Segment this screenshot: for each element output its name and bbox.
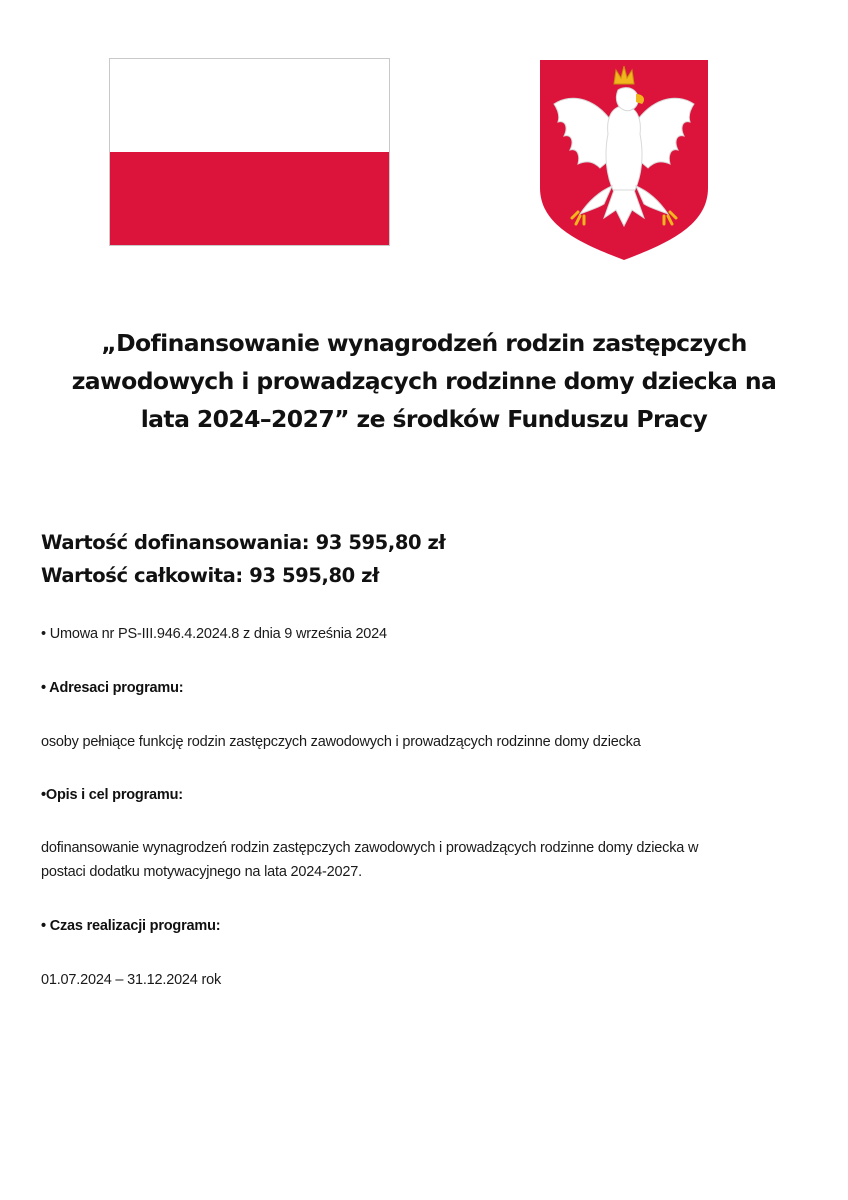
white-eagle-coat-of-arms-icon [538,58,710,262]
funding-value: Wartość dofinansowania: 93 595,80 zł [41,531,446,554]
title-line-2: zawodowych i prowadzących rodzinne domy dziecka na [71,367,777,395]
title-line-3: lata 2024–2027” ze środków Funduszu Pracy [140,405,708,433]
description-text-line-1: dofinansowanie wynagrodzeń rodzin zastępczych zawodowych i prowadzących rodzinne domy dziecka w [41,840,699,856]
flag-white-stripe [110,59,389,152]
duration-text: 01.07.2024 – 31.12.2024 rok [41,972,222,988]
recipients-heading: • Adresaci programu: [41,680,184,696]
polish-flag [109,58,390,246]
description-text-line-2: postaci dodatku motywacyjnego na lata 2024-2027. [41,864,362,880]
flag-red-stripe [110,152,389,245]
recipients-text: osoby pełniące funkcję rodzin zastępczych zawodowych i prowadzących rodzinne domy dziecka [41,734,641,750]
agreement-line: • Umowa nr PS-III.946.4.2024.8 z dnia 9 września 2024 [41,626,387,642]
total-value: Wartość całkowita: 93 595,80 zł [41,564,379,587]
document-title [44,324,804,438]
title-line-1: „Dofinansowanie wynagrodzeń rodzin zastępczych [101,329,747,357]
description-heading: •Opis i cel programu: [41,787,183,803]
funding-summary [41,526,801,592]
duration-heading: • Czas realizacji programu: [41,918,221,934]
